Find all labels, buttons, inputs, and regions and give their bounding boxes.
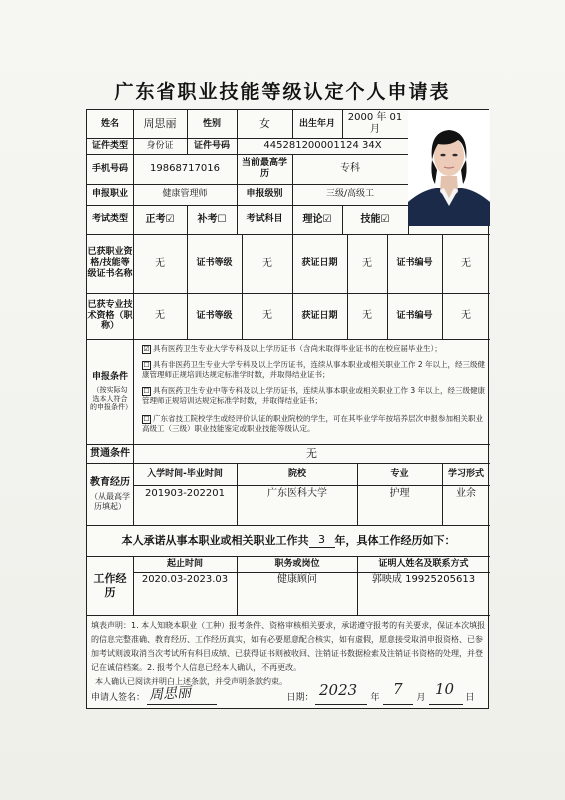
condition-4-checkbox[interactable]: ☐ xyxy=(143,414,150,423)
value-qual-date: 无 xyxy=(362,257,372,269)
label-through: 贯通条件 xyxy=(90,447,130,459)
edu-row-school: 广东医科大学 xyxy=(267,488,327,499)
label-cert-date: 获证日期 xyxy=(301,258,338,269)
value-qual-no: 无 xyxy=(461,257,471,269)
header-study-form: 学习形式 xyxy=(447,468,484,479)
value-gender: 女 xyxy=(259,117,270,131)
label-day: 日 xyxy=(465,692,475,703)
edu-row-period: 201903-202201 xyxy=(145,488,225,499)
header-school: 院校 xyxy=(287,468,306,479)
condition-3-checkbox[interactable]: ☐ xyxy=(143,386,150,395)
edu-row-major: 护理 xyxy=(389,488,410,499)
label-occupation: 申报职业 xyxy=(91,189,128,200)
value-id-number: 445281200001124 34X xyxy=(263,140,382,151)
value-qual-name: 无 xyxy=(155,257,165,269)
label-level: 申报级别 xyxy=(246,189,283,200)
label-birth: 出生年月 xyxy=(298,118,335,129)
declaration-text: 填表声明：1. 本人知晓本职业（工种）报考条件、资格审核相关要求，承诺遵守报考的有关要求，保证本次填报的信息完整准确、教育经历、工作经历真实，如有必要愿意配合核实，如有虚假，愿意接受取消申报资格、已参加考试则波取消当次考试所有科目成绩、已获得证书则被收回、注销证书数据检索及注销证书资格的处理，并登记在诚信档案。2. 报考个人信息已经本人确认，不再更改。 本人确认已阅读并明白上述条款，并受声明条款约束。 xyxy=(91,619,486,689)
header-edu-period: 入学时间-毕业时间 xyxy=(147,468,223,479)
application-form xyxy=(86,109,489,709)
subject-theory[interactable]: 理论 ☑ xyxy=(302,213,332,225)
work-row-period: 2020.03-2023.03 xyxy=(141,574,229,585)
value-prof-name: 无 xyxy=(155,310,165,321)
applicant-photo xyxy=(408,110,490,226)
education-label-cell xyxy=(87,463,133,525)
value-education: 专科 xyxy=(340,163,360,174)
exam-regular[interactable]: 正考 ☑ xyxy=(145,213,175,225)
label-exam-type: 考试类型 xyxy=(91,214,128,225)
value-name: 周思丽 xyxy=(143,117,177,131)
work-row-position: 健康顾问 xyxy=(277,574,317,585)
work-statement: 本人承诺从事本职业或相关职业工作共 3 年，具体工作经历如下： xyxy=(121,533,456,547)
value-qual-level: 无 xyxy=(262,257,272,269)
label-cert-no: 证书编号 xyxy=(396,258,433,269)
label-name: 姓名 xyxy=(100,118,119,129)
sign-month: 7 xyxy=(393,680,403,698)
sign-year: 2023 xyxy=(319,681,358,699)
sign-day: 10 xyxy=(435,680,455,698)
label-work-history: 工作经历 xyxy=(93,572,127,599)
header-work-period: 起止时间 xyxy=(166,558,203,569)
conditions-label-cell xyxy=(87,339,133,444)
condition-2-checkbox[interactable]: ☐ xyxy=(143,360,150,369)
value-prof-no: 无 xyxy=(461,310,471,321)
value-through: 无 xyxy=(306,446,317,460)
value-occupation: 健康管理师 xyxy=(162,189,208,200)
label-phone: 手机号码 xyxy=(91,163,128,174)
condition-option-4[interactable]: ☐ 广东省技工院校学生或经评价认证的职业院校的学生，可在其毕业学年按培养层次申报参加相关职业高级工（三级）职业技能鉴定或职业技能等级认定。 xyxy=(142,414,483,434)
condition-option-2[interactable]: ☐ 具有非医药卫生专业大学专科及以上学历证书，连续从事本职业或相关职业工作 2 年以上，经三级健康管理师正规培训达规定标准学时数，并取得结业证书； xyxy=(142,360,486,380)
label-edu-history: 教育经历 xyxy=(90,476,130,488)
theory-checkbox[interactable]: ☑ xyxy=(322,213,332,225)
edu-row-form: 业余 xyxy=(456,488,476,499)
label-prof-level: 证书等级 xyxy=(196,310,233,321)
label-edu-note: （从最高学历填起） xyxy=(90,491,130,511)
work-years: 3 xyxy=(309,533,335,547)
condition-1-checkbox[interactable]: ☑ xyxy=(143,344,150,353)
regular-checkbox[interactable]: ☑ xyxy=(165,213,175,225)
work-row-witness: 郭映成 19925205613 xyxy=(371,574,476,585)
label-prof-qual: 已获专业技术资格（职称） xyxy=(87,299,133,332)
label-qual-held: 已获职业资格/技能等级证书名称 xyxy=(87,247,133,279)
header-major: 专业 xyxy=(390,468,409,479)
condition-option-3[interactable]: ☐ 具有医药卫生专业中等专科及以上学历证书，连续从事本职业或相关职业工作 3 年以上，经三级健康管理师正规培训达规定标准学时数，并取得结业证书； xyxy=(142,386,486,406)
header-witness: 证明人姓名及联系方式 xyxy=(378,558,469,569)
skill-checkbox[interactable]: ☑ xyxy=(380,213,390,225)
condition-option-1[interactable]: ☑ 具有医药卫生专业大学专科及以上学历证书（含尚未取得毕业证书的在校应届毕业生）； xyxy=(143,344,442,353)
value-prof-date: 无 xyxy=(362,310,372,321)
exam-makeup[interactable]: 补考 ☐ xyxy=(197,213,227,225)
label-signature: 申请人签名： xyxy=(91,692,146,703)
confirm-text: 本人确认已阅读并明白上述条款，并受声明条款约束。 xyxy=(95,677,287,686)
label-conditions: 申报条件 xyxy=(91,371,128,382)
label-id-number: 证件号码 xyxy=(193,140,230,151)
form-title: 广东省职业技能等级认定个人申请表 xyxy=(114,81,451,103)
label-date: 日期： xyxy=(286,692,314,703)
value-phone: 19868717016 xyxy=(150,163,220,174)
label-conditions-note: （按实际勾选本人符合的申报条件） xyxy=(90,386,132,412)
value-birth: 2000 年 01 月 xyxy=(347,112,403,135)
label-month: 月 xyxy=(416,692,426,703)
value-level: 三级/高级工 xyxy=(325,189,375,200)
label-education: 当前最高学历 xyxy=(241,158,287,179)
label-prof-no: 证书编号 xyxy=(396,310,433,321)
subject-skill[interactable]: 技能 ☑ xyxy=(360,213,390,225)
portrait-image xyxy=(408,110,490,226)
label-exam-subject: 考试科目 xyxy=(246,214,283,225)
value-id-type: 身份证 xyxy=(146,140,174,151)
label-year: 年 xyxy=(370,692,380,703)
makeup-checkbox[interactable]: ☐ xyxy=(217,213,227,225)
applicant-signature: 周思丽 xyxy=(148,684,192,704)
label-id-type: 证件类型 xyxy=(91,140,128,151)
label-prof-date: 获证日期 xyxy=(301,310,338,321)
value-prof-level: 无 xyxy=(262,310,272,321)
label-gender: 性别 xyxy=(202,118,221,129)
label-cert-level: 证书等级 xyxy=(196,258,233,269)
header-work-position: 职务或岗位 xyxy=(274,558,320,569)
